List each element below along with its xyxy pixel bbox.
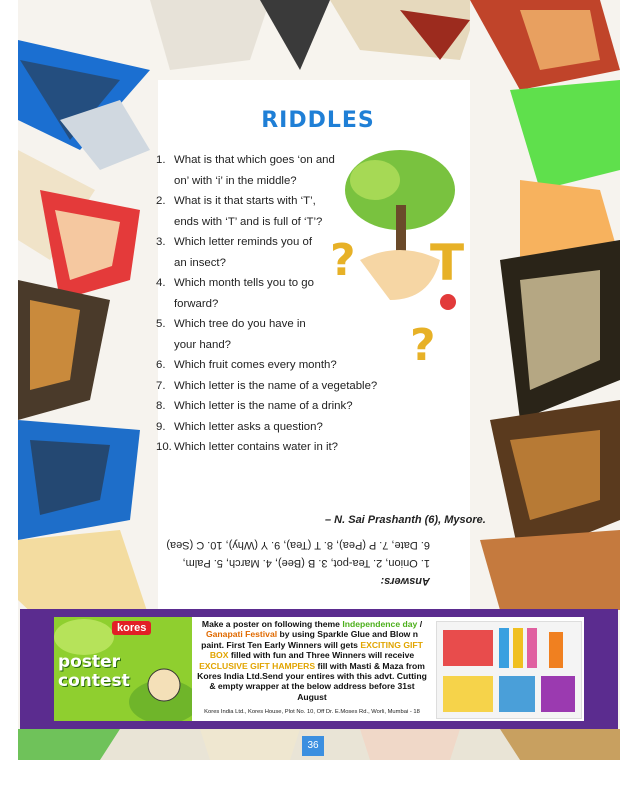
- riddle-text: What is it that starts with ‘T’, ends with ‘T’ and is full of ‘T’?: [174, 195, 323, 228]
- riddle-number: 10.: [156, 441, 172, 453]
- riddle-text: Which fruit comes every month?: [174, 359, 337, 371]
- ad-poster-panel: [54, 617, 192, 721]
- credit-line: – N. Sai Prashanth (6), Mysore.: [325, 514, 486, 526]
- riddle-text: Which letter asks a question?: [174, 420, 323, 433]
- svg-text:?: ?: [410, 320, 436, 371]
- svg-text:?: ?: [330, 235, 356, 286]
- poster-contest-heading: poster contest: [58, 652, 130, 691]
- riddle-number: 7.: [156, 379, 166, 392]
- poster-contest-advertisement: [20, 609, 618, 729]
- riddle-text: Which month tells you to go forward?: [174, 277, 314, 310]
- answers-line: 6. Date, 7. P (Pea), 8. T (Tea), 9. Y (Why), 10. C (Sea): [166, 539, 430, 551]
- answers-heading: Answers:: [380, 575, 430, 587]
- list-item: [156, 417, 426, 438]
- ad-panel: [54, 617, 584, 721]
- riddle-text: Which tree do you have in your hand?: [174, 318, 306, 351]
- list-item: [156, 273, 426, 314]
- riddle-number: 5.: [156, 318, 166, 330]
- product-image: [436, 621, 582, 719]
- riddle-list: [156, 150, 426, 458]
- list-item: [156, 232, 426, 273]
- product-illustration: [437, 622, 581, 718]
- answers-upside-down: [158, 536, 430, 590]
- riddle-number: 8.: [156, 400, 166, 412]
- list-item: [156, 355, 426, 376]
- riddle-text: What is that which goes ‘on and on’ with ‘i’ in the middle?: [174, 154, 335, 187]
- riddle-number: 6.: [156, 359, 166, 371]
- svg-text:T: T: [430, 234, 465, 292]
- riddle-text: Which letter contains water in it?: [174, 441, 338, 453]
- riddle-text: Which letter is the name of a drink?: [174, 400, 353, 412]
- page-title: RIDDLES: [261, 108, 375, 133]
- page-number: 36: [302, 736, 324, 756]
- list-item: [156, 191, 426, 232]
- brand-logo: kores: [112, 621, 151, 635]
- list-item: [156, 150, 426, 191]
- list-item: [156, 437, 426, 458]
- riddle-text: Which letter reminds you of an insect?: [174, 236, 313, 269]
- ad-body-text: Make a poster on following theme Independence day / Ganapati Festival by using Sparkle Glue and Blow n paint. First Ten Early Winners will gets EXCITING GIFT BOX filled with fun and Three Winners will receive EXCLUSIVE GIFT HAMPERS fill with Masti & Maza from Kores India Ltd.Send your entires with this advt. Cutting & empty wrapper at the below address before 31st August: [197, 619, 427, 702]
- list-item: [156, 376, 426, 397]
- riddle-number: 4.: [156, 277, 166, 289]
- ad-address: Kores India Ltd., Kores House, Plot No. 10, Off Dr. E.Moses Rd., Worli, Mumbai - 18: [204, 709, 420, 715]
- riddle-number: 9.: [156, 420, 166, 433]
- riddle-number: 3.: [156, 236, 166, 248]
- riddle-number: 1.: [156, 154, 166, 166]
- answers-line: 1. Onion, 2. Tea-pot, 3. B (Bee), 4. March, 5. Palm,: [182, 557, 430, 569]
- list-item: [156, 314, 426, 355]
- riddle-text: Which letter is the name of a vegetable?: [174, 379, 378, 392]
- riddle-number: 2.: [156, 195, 166, 207]
- list-item: [156, 396, 426, 417]
